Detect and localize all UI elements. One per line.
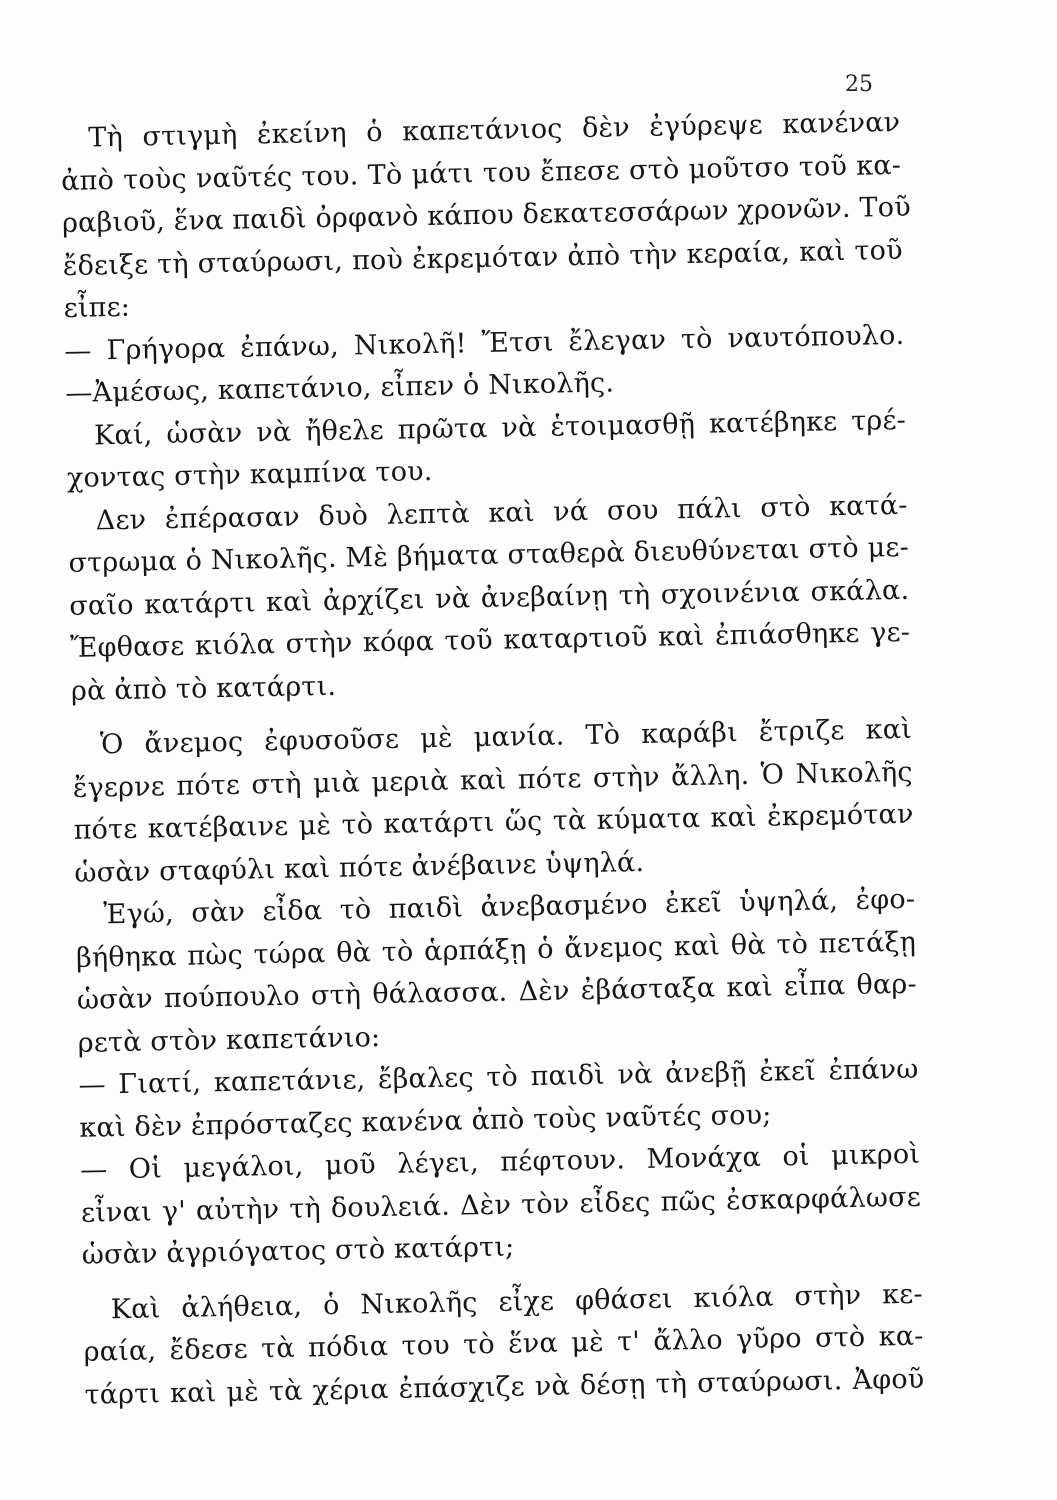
text-line: καὶ δὲν ἐπρόσταζες κανένα ἀπὸ τοὺς ναῦτές σου; bbox=[79, 1099, 772, 1144]
text-line: Καὶ ἀλήθεια, ὁ Νικολῆς εἶχε φθάσει κιόλα στὴν κε- bbox=[110, 1278, 924, 1325]
text-line: — Γιατί, καπετάνιε, ἔβαλες τὸ παιδὶ νὰ ἀνεβῇ ἐκεῖ ἐπάνω bbox=[78, 1053, 919, 1101]
text-line: ἀπὸ τοὺς ναῦτές του. Τὸ μάτι του ἔπεσε στὸ μοῦτσο τοῦ κα- bbox=[60, 149, 902, 197]
text-line: Ὁ ἄνεμος ἐφυσοῦσε μὲ μανία. Τὸ καράβι ἔτριζε καὶ bbox=[99, 713, 913, 761]
text-line: ὡσὰν σταφύλι καὶ πότε ἀνέβαινε ὑψηλά. bbox=[74, 846, 645, 889]
text-line: ὡσὰν ἀγριόγατος στὸ κατάρτι; bbox=[81, 1231, 515, 1271]
page-number: 25 bbox=[845, 72, 873, 97]
text-line: — Οἱ μεγάλοι, μοῦ λέγει, πέφτουν. Μονάχα οἱ μικροὶ bbox=[79, 1138, 921, 1186]
text-line: ἔδειξε τὴ σταύρωσι, ποὺ ἐκρεμόταν ἀπὸ τὴν κεραία, καὶ τοῦ bbox=[62, 234, 903, 282]
text-line: — Γρήγορα ἐπάνω, Νικολῆ! Ἔτσι ἔλεγαν τὸ ναυτόπουλο. bbox=[64, 319, 905, 367]
text-line: Ἐγώ, σὰν εἶδα τὸ παιδὶ ἀνεβασμένο ἐκεῖ ὑψηλά, ἐφο- bbox=[103, 883, 916, 931]
body-text bbox=[60, 102, 925, 1417]
text-line: ραβιοῦ, ἕνα παιδὶ ὀρφανὸ κάπου δεκατεσσάρων χρονῶν. Τοῦ bbox=[61, 191, 912, 239]
text-line: σαῖο κατάρτι καὶ ἀρχίζει νὰ ἀνεβαίνῃ τὴ σχοινένια σκάλα. bbox=[69, 574, 910, 622]
text-line: εἶναι γ' αὐτὴν τὴ δουλειά. Δὲν τὸν εἶδες πῶς ἐσκαρφάλωσε bbox=[80, 1181, 922, 1229]
text-line: χοντας στὴν καμπίνα του. bbox=[66, 455, 433, 494]
text-line: Ἔφθασε κιόλα στὴν κόφα τοῦ καταρτιοῦ καὶ ἐπιάσθηκε γε- bbox=[69, 616, 911, 664]
text-line: ἔγερνε πότε στὴ μιὰ μεριὰ καὶ πότε στὴν ἄλλη. Ὁ Νικολῆς bbox=[72, 756, 914, 804]
text-line: εἶπε: bbox=[63, 291, 131, 324]
text-line: πότε κατέβαινε μὲ τὸ κατάρτι ὥς τὰ κύματα καὶ ἐκρεμόταν bbox=[73, 798, 914, 846]
text-line: βήθηκα πὼς τώρα θὰ τὸ ἁρπάξῃ ὁ ἄνεμος καὶ θὰ τὸ πετάξῃ bbox=[75, 926, 917, 974]
text-line: ὡσὰν πούπουλο στὴ θάλασσα. Δὲν ἐβάσταξα καὶ εἶπα θαρ- bbox=[76, 968, 918, 1016]
text-line: Δεν ἐπέρασαν δυὸ λεπτὰ καὶ νά σου πάλι στὸ κατά- bbox=[95, 489, 908, 536]
text-line: Τὴ στιγμὴ ἐκείνη ὁ καπετάνιος δὲν ἐγύρεψε κανέναν bbox=[88, 106, 901, 154]
text-line: —Ἀμέσως, καπετάνιο, εἶπεν ὁ Νικολῆς. bbox=[64, 367, 615, 409]
text-line: Καί, ὡσὰν νὰ ἤθελε πρῶτα νὰ ἑτοιμασθῇ κατέβηκε τρέ- bbox=[93, 404, 907, 451]
text-line: ραία, ἔδεσε τὰ πόδια του τὸ ἕνα μὲ τ' ἄλλο γῦρο στὸ κα- bbox=[83, 1320, 924, 1368]
text-line: τάρτι καὶ μὲ τὰ χέρια ἐπάσχιζε νὰ δέσῃ τὴ σταύρωσι. Ἀφοῦ bbox=[84, 1363, 925, 1411]
text-line: ρὰ ἀπὸ τὸ κατάρτι. bbox=[70, 670, 337, 707]
text-line: ρετὰ στὸν καπετάνιο: bbox=[77, 1021, 381, 1059]
text-line: στρωμα ὁ Νικολῆς. Μὲ βήματα σταθερὰ διευθύνεται στὸ με- bbox=[68, 531, 910, 579]
